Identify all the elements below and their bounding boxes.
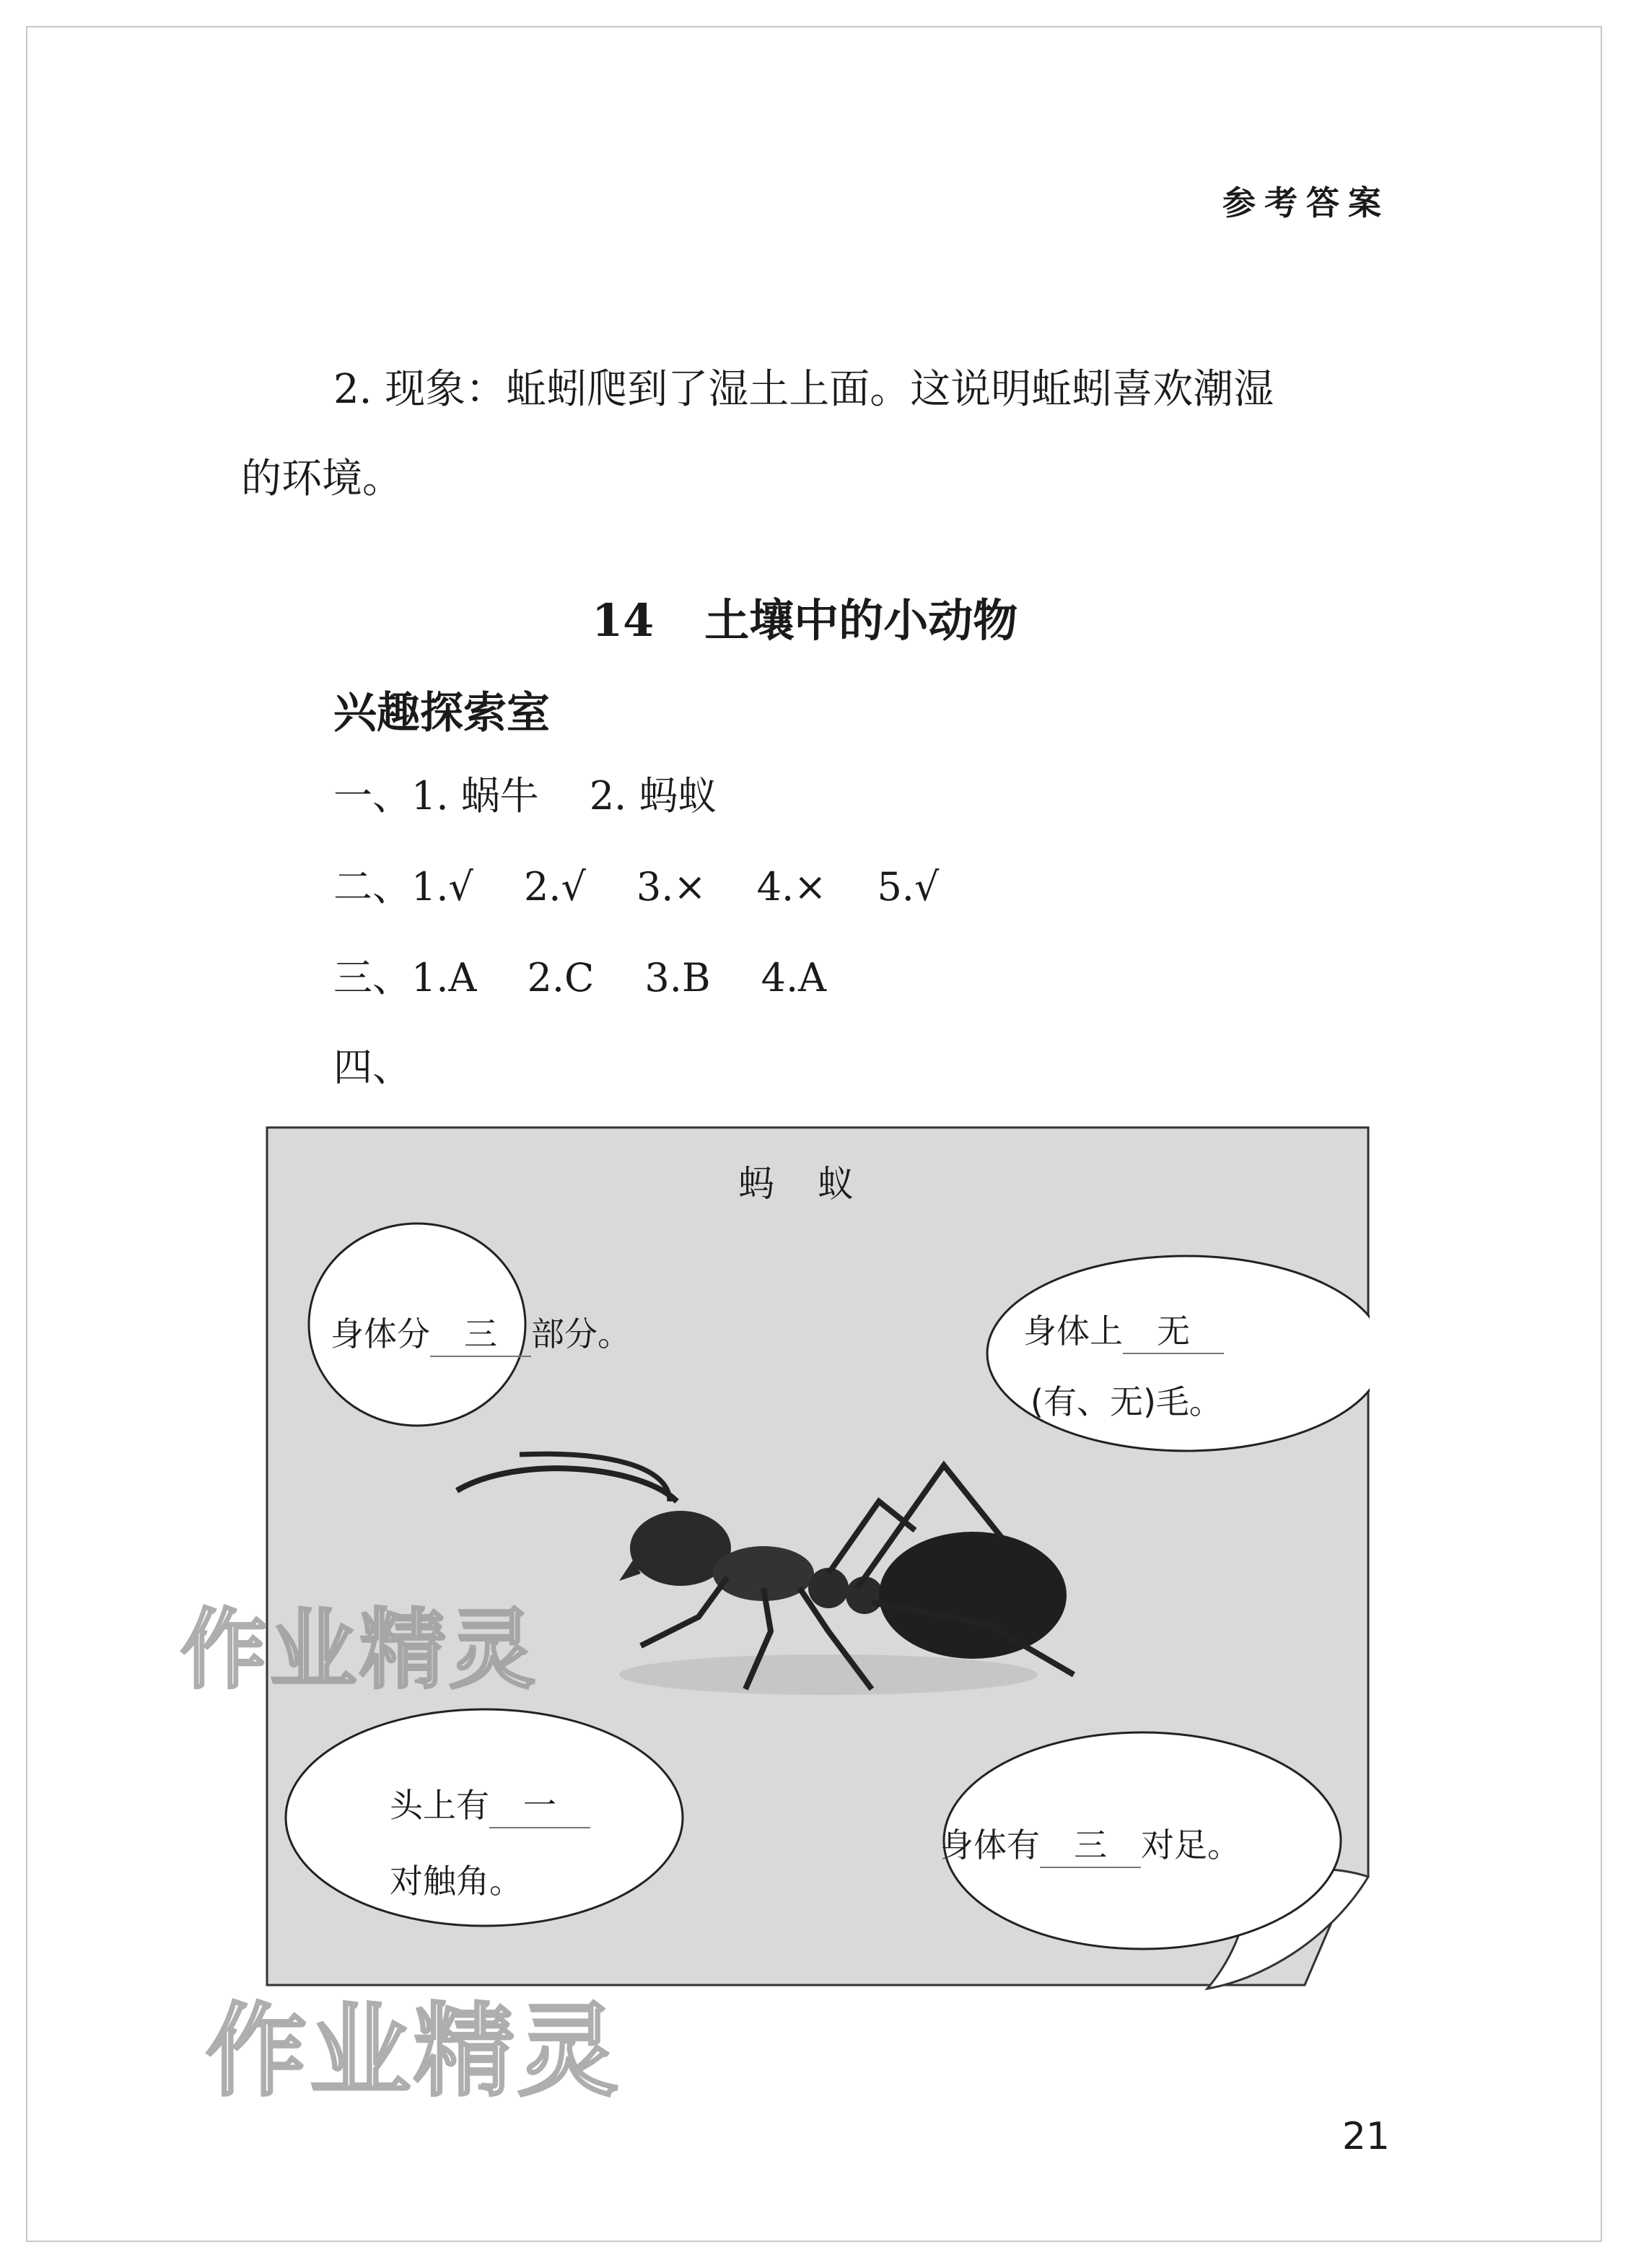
page-header: 参考答案 xyxy=(1222,183,1390,222)
bubble-3-line-2: 对触角。 xyxy=(390,1862,522,1901)
q2-line-1: 2. 现象：蚯蚓爬到了湿土上面。这说明蚯蚓喜欢潮湿 xyxy=(333,366,1274,413)
answer-item: 1.A xyxy=(411,955,477,1000)
bubble-3-prefix: 头上有 xyxy=(390,1786,489,1825)
page-number: 21 xyxy=(1342,2115,1390,2158)
part-1-prefix: 一、 xyxy=(333,773,411,819)
watermark-1: 作业精灵 xyxy=(180,1600,538,1701)
section-heading: 兴趣探索室 xyxy=(333,688,550,738)
bubble-3-line-1 xyxy=(390,1779,590,1828)
answer-item: 1.√ xyxy=(411,864,473,910)
answer-item: 1. 蜗牛 xyxy=(411,773,539,819)
answer-item: 2.C xyxy=(527,955,595,1000)
part-2-prefix: 二、 xyxy=(333,864,411,910)
bubble-4-answer: 三 xyxy=(1040,1819,1141,1868)
answer-item: 3.B xyxy=(644,955,711,1000)
lesson-title xyxy=(592,585,1017,649)
bubble-1-text xyxy=(331,1308,631,1357)
lesson-name: 土壤中的小动物 xyxy=(704,594,1018,647)
answer-item: 5.√ xyxy=(877,864,940,910)
bubble-1-prefix: 身体分 xyxy=(331,1314,430,1353)
bubble-4-suffix: 对足。 xyxy=(1141,1826,1240,1864)
q2-line-2: 的环境。 xyxy=(241,455,403,502)
watermark-2: 作业精灵 xyxy=(206,1993,622,2111)
answer-item: 3.× xyxy=(636,864,706,910)
answer-item: 4.× xyxy=(756,864,827,910)
part-3-prefix: 三、 xyxy=(333,955,411,1000)
bubble-2-prefix: 身体上 xyxy=(1023,1312,1123,1351)
answer-part-1 xyxy=(333,765,767,821)
bubble-2-line-1 xyxy=(1023,1305,1224,1354)
answer-item: 2. 蚂蚁 xyxy=(589,773,717,819)
lesson-number: 14 xyxy=(592,594,655,647)
answer-item: 4.A xyxy=(761,955,827,1000)
part-4-prefix: 四、 xyxy=(333,1044,411,1090)
answer-part-2 xyxy=(333,856,989,912)
bubble-4-text xyxy=(940,1819,1240,1868)
answer-item: 2.√ xyxy=(523,864,586,910)
bubble-2-answer: 无 xyxy=(1123,1305,1224,1354)
figure-title: 蚂蚁 xyxy=(738,1163,897,1205)
answer-part-3 xyxy=(333,947,877,1003)
answer-part-4 xyxy=(333,1037,411,1092)
bubble-4-prefix: 身体有 xyxy=(940,1826,1040,1864)
bubble-1-suffix: 部分。 xyxy=(531,1314,631,1353)
bubble-3-answer: 一 xyxy=(489,1779,590,1828)
bubble-2-line-2: (有、无)毛。 xyxy=(1030,1382,1222,1421)
ant-figure xyxy=(266,1126,1370,1992)
bubble-1-answer: 三 xyxy=(430,1308,531,1357)
